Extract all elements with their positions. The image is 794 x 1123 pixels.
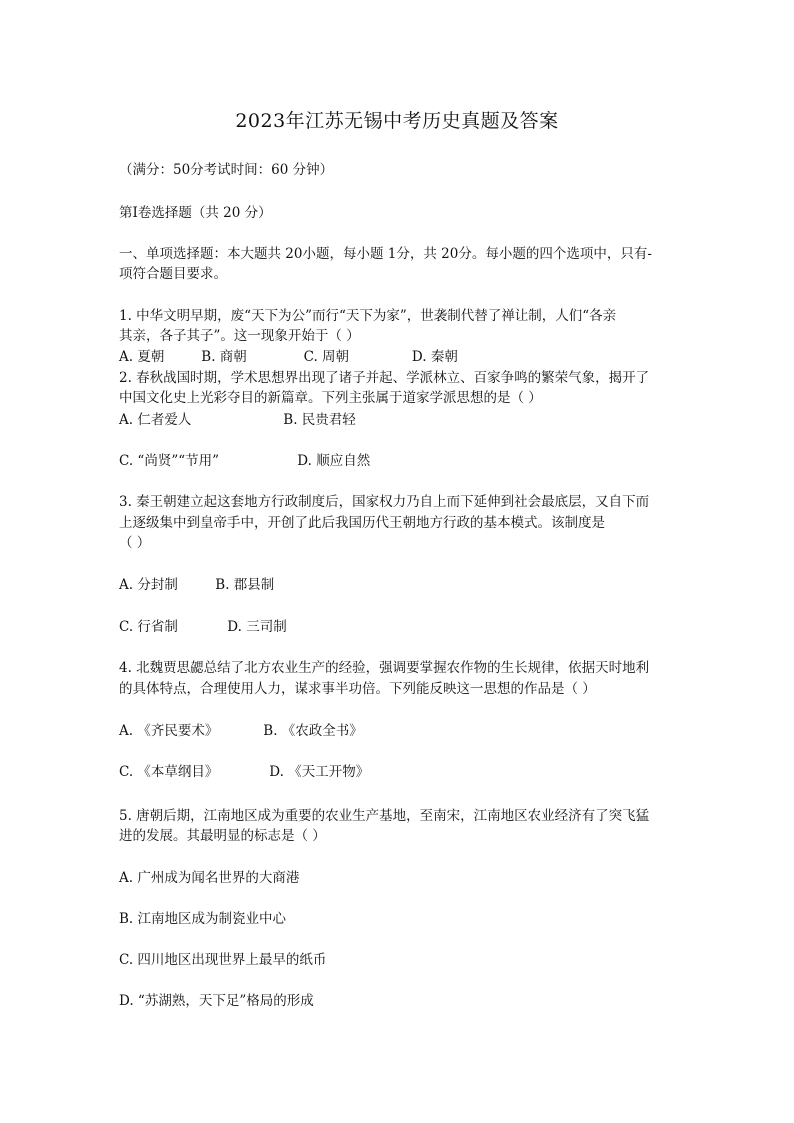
question-3-options-row-2 [119, 617, 679, 637]
question-2-line-2: 中国文化史上光彩夺目的新篇章。下列主张属于道家学派思想的是（ ） [119, 390, 542, 406]
question-4-option-a: A. 《齐民要术》 [119, 723, 219, 739]
question-1-option-d: D. 秦朝 [411, 349, 458, 365]
instructions-line-2: 项符合题目要求。 [119, 266, 227, 282]
question-1-option-c: C. 周朝 [303, 349, 350, 365]
question-5-option-c: C. 四川地区出现世界上最早的纸币 [119, 952, 327, 968]
question-2-option-c: C. “尚贤”“节用” [119, 453, 220, 469]
question-1-option-a: A. 夏朝 [119, 349, 165, 365]
question-4-option-b: B. 《农政全书》 [263, 723, 363, 739]
question-4-options-row-1 [119, 721, 679, 741]
question-3-option-c: C. 行省制 [119, 619, 178, 635]
question-2-option-d: D. 顺应自然 [297, 453, 371, 469]
question-3-line-3: （ ） [119, 535, 151, 551]
question-1-option-b: B. 商朝 [201, 349, 247, 365]
question-1-line-2: 其亲，各子其子”。这一现象开始于（ ） [119, 328, 360, 344]
section-heading: 第Ⅰ卷选择题（共 20 分） [119, 205, 272, 221]
question-3-line-1: 3. 秦王朝建立起这套地方行政制度后，国家权力乃自上而下延伸到社会最底层，又自下而 [119, 494, 650, 510]
question-2-line-1: 2. 春秋战国时期，学术思想界出现了诸子并起、学派林立、百家争鸣的繁荣气象，揭开了 [119, 370, 650, 386]
question-5-line-1: 5. 唐朝后期，江南地区成为重要的农业生产基地，至南宋，江南地区农业经济有了突飞猛 [119, 808, 650, 824]
question-3-line-2: 上逐级集中到皇帝手中，开创了此后我国历代王朝地方行政的基本模式。该制度是 [119, 515, 605, 531]
question-4-line-2: 的具体特点，合理使用人力，谋求事半功倍。下列能反映这一思想的作品是（ ） [119, 681, 596, 697]
question-1-line-1: 1. 中华文明早期，废“天下为公”而行“天下为家”，世袭制代替了禅让制，人们“各亲 [119, 308, 617, 324]
question-3-option-b: B. 郡县制 [215, 577, 275, 593]
question-2-option-a: A. 仁者爱人 [119, 412, 192, 428]
instructions-line-1: 一、单项选择题：本大题共 20小题，每小题 1分，共 20分。每小题的四个选项中，只有- [119, 246, 652, 262]
question-4-option-c: C. 《本草纲目》 [119, 764, 219, 780]
question-3-option-d: D. 三司制 [227, 619, 287, 635]
question-3-option-a: A. 分封制 [119, 577, 178, 593]
document-title: 2023年江苏无锡中考历史真题及答案 [235, 110, 559, 132]
question-5-line-2: 进的发展。其最明显的标志是（ ） [119, 828, 326, 844]
exam-meta: （满分：50分考试时间：60 分钟） [119, 162, 334, 178]
question-2-options-row-1 [119, 410, 679, 430]
question-2-options-row-2 [119, 451, 679, 471]
question-1-options [119, 347, 679, 367]
question-5-option-d: D. “苏湖熟，天下足”格局的形成 [119, 993, 314, 1009]
question-2-option-b: B. 民贵君轻 [283, 412, 356, 428]
question-4-line-1: 4. 北魏贾思勰总结了北方农业生产的经验，强调要掌握农作物的生长规律，依据天时地利 [119, 660, 650, 676]
question-5-option-b: B. 江南地区成为制瓷业中心 [119, 911, 287, 927]
question-3-options-row-1 [119, 575, 679, 595]
question-4-options-row-2 [119, 762, 679, 782]
question-4-option-d: D. 《天工开物》 [269, 764, 370, 780]
question-5-option-a: A. 广州成为闻名世界的大商港 [119, 870, 300, 886]
